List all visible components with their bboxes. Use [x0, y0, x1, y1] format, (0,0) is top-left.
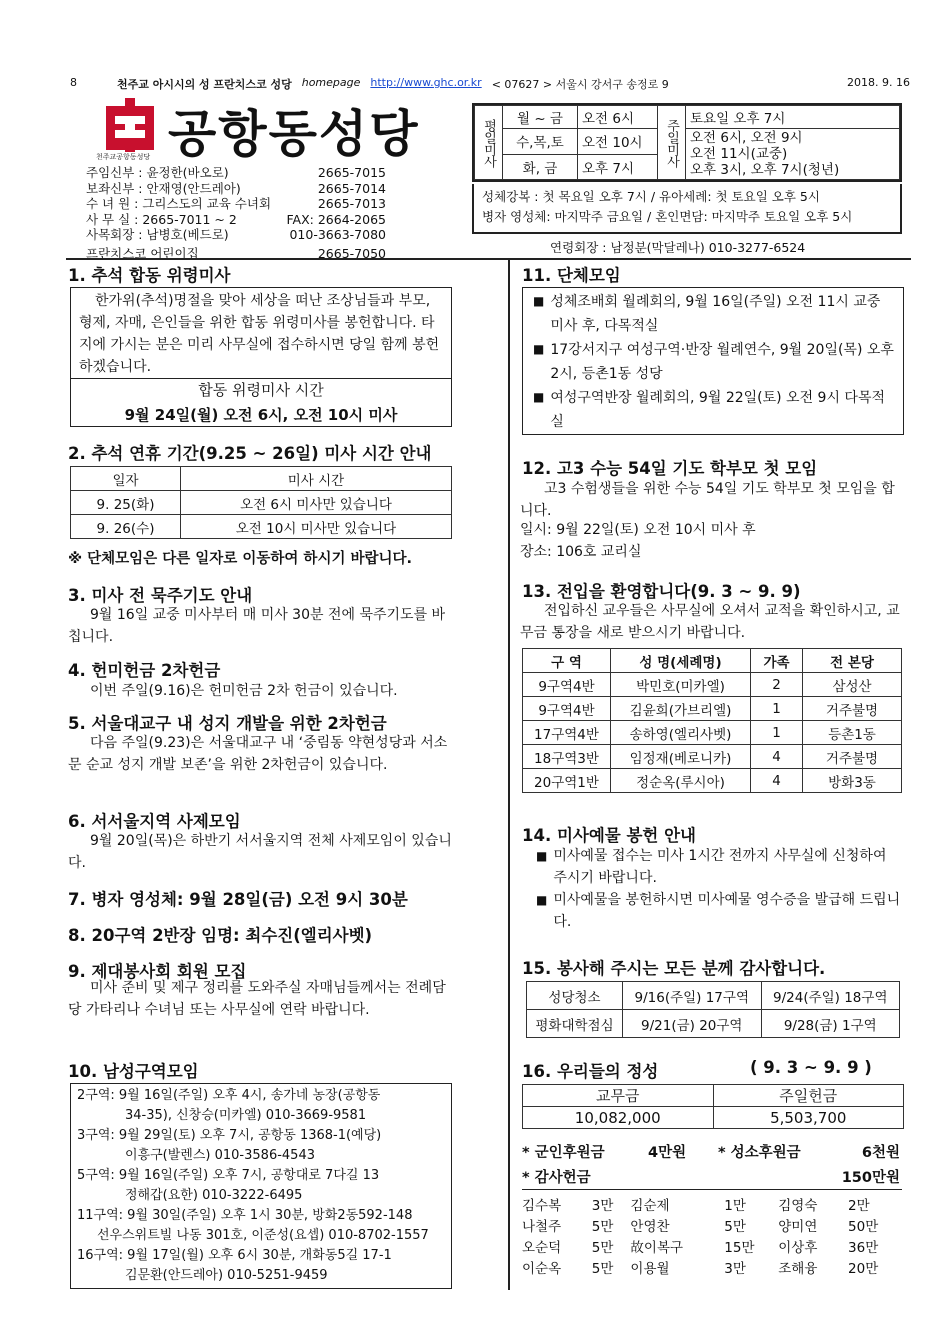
section-body: 이번 주일(9.16)은 헌미헌금 2차 헌금이 있습니다.: [90, 683, 398, 699]
logo-caption: 천주교공항동성당: [96, 153, 151, 161]
memorial-mass-box: 한가위(추석)명절을 맞아 세상을 떠난 조상님들과 부모, 형제, 자매, 은인들을 위한 합동 위령미사를 봉헌합니다. 타지에 가시는 분은 미리 사무실에 접수하시면 당일 함께 봉헌하겠습니다. 합동 위령미사 시간 9월 24일(월) 오전 6시, 오전 10시 미사: [70, 287, 452, 427]
offering-list: [536, 845, 904, 933]
section-body: 고3 수험생들을 위한 수능 54일 기도 학부모 첫 모임을 합니다.: [520, 481, 895, 519]
table-row: 20구역1반 정순옥(루시아) 4 방화3동: [523, 769, 902, 793]
staff-row: 사목회장 : 남병호(베드로) 010-3663-7080: [86, 227, 386, 242]
homepage-label: homepage: [301, 76, 361, 89]
section-title: 10. 남성구역모임: [68, 1062, 199, 1081]
divider-vertical: [508, 258, 510, 1290]
staff-row: 보좌신부 : 안재영(안드레아) 2665-7014: [86, 180, 386, 196]
table-row: 18구역3반 임정재(베로니카) 4 거주불명: [523, 745, 902, 769]
table-row: 17구역4반 송하영(엘리사벳) 1 등촌1동: [523, 721, 902, 745]
table-row: 평화대학점심 9/21(금) 20구역 9/28(금) 1구역: [527, 1010, 900, 1038]
section-title: 15. 봉사해 주시는 모든 분께 감사합니다.: [522, 959, 826, 978]
meeting-place: 장소: 106호 교리실: [520, 544, 642, 560]
thanks-donors-table: [522, 1193, 902, 1277]
org-name: 천주교 아시시의 성 프란치스코 성당: [117, 78, 292, 91]
staff-row: 수 녀 원 : 그리스도의 교육 수녀회 2665-7013: [86, 196, 386, 211]
offering-table: 교무금 주일헌금 10,082,000 5,503,700: [522, 1084, 904, 1129]
holiday-mass-table: 일자 미사 시간 9. 25(화) 오전 6시 미사만 있습니다 9. 26(수) 오전 10시 미사만 있습니다: [70, 466, 452, 539]
section-body: 9월 20일(목)은 하반기 서서울지역 전체 사제모임이 있습니다.: [68, 833, 452, 871]
mass-schedule-table: 평일미사 월 ~ 금 오전 6시 주일미사 토요일 오후 7시 수,목,토 오전 10시 오전 6시, 오전 9시 오전 11시(교중) 오후 3시, 오후 7시(청년) 화, 금 오후 7시: [472, 103, 902, 182]
staff-row: 사 무 실 : 2665-7011 ~ 2 FAX: 2664-2065: [86, 211, 386, 227]
section-title: 1. 추석 합동 위령미사: [68, 266, 231, 285]
volunteers-table: [526, 981, 900, 1038]
section-title: 4. 헌미헌금 2차헌금: [68, 661, 221, 680]
page-number: 8: [70, 76, 77, 89]
group-meetings-box: [522, 287, 904, 435]
address: < 07627 > 서울시 강서구 송정로 9: [491, 78, 669, 91]
thanks-offering: * 감사헌금 150만원: [522, 1166, 902, 1190]
funeral-contact: 연령회장 : 남정분(막달레나) 010-3277-6524: [550, 240, 806, 255]
section-body: 미사 준비 및 제구 정리를 도와주실 자매님들께서는 전례담당 가타리나 수녀님 또는 사무실에 연락 바랍니다.: [68, 980, 446, 1018]
list-item: ■ 성체조배회 월례회의, 9월 16일(주일) 오전 11시 교중 미사 후, 다목적실: [533, 294, 881, 334]
issue-date: 2018. 9. 16: [847, 76, 910, 89]
section-title: 2. 추석 연휴 기간(9.25 ~ 26일) 미사 시간 안내: [68, 444, 432, 463]
section-title: 5. 서울대교구 내 성지 개발을 위한 2차헌금: [68, 714, 387, 733]
divider-horizontal: [66, 258, 911, 260]
newcomers-table: 구 역 성 명(세례명) 가족 전 본당 9구역4반 박민호(미카엘) 2 삼성산 9구역4반 김윤희(가브리엘) 1 거주불명 17구역4반 송하영(엘리사벳) 1 등촌1동 18구역3반 임정재(베로니카) 4 거주불명 20구역1반 정순옥(루시아) 4 방화3동: [522, 648, 902, 793]
sunday-mass-label: 주일미사: [658, 106, 686, 180]
section-title: 14. 미사예물 봉헌 안내: [522, 826, 696, 845]
table-row: 성당청소 9/16(주일) 17구역 9/24(주일) 18구역: [527, 982, 900, 1010]
donations-summary: * 군인후원금 4만원 * 성소후원금 6천원: [522, 1145, 900, 1161]
list-item: ■ 17강서지구 여성구역·반장 월례연수, 9월 20일(목) 오후 2시, 등촌1동 성당: [533, 342, 894, 382]
section-body: 9월 16일 교중 미사부터 매 미사 30분 전에 묵주기도를 바칩니다.: [68, 607, 446, 645]
section-title: 6. 서서울지역 사제모임: [68, 812, 241, 831]
table-row: 김수복 3만 김순제 1만 김영숙 2만: [522, 1197, 870, 1214]
section-title: 9. 제대봉사회 회원 모집: [68, 962, 247, 981]
table-row: 9구역4반 박민호(미카엘) 2 삼성산: [523, 673, 902, 697]
homepage-link[interactable]: http://www.ghc.or.kr: [370, 76, 482, 89]
parish-logo: [103, 98, 157, 152]
mens-district-box: 2구역: 9월 16일(주일) 오후 4시, 송가네 농장(공항동 34-35), 신창승(미카엘) 010-3669-9581 3구역: 9월 29일(토) 오후 7시, 공항동 1368-1(예당) 이흥구(발렌스) 010-3586-4543 5구역: 9월 16일(주일) 오후 7시, 공항대로 7다길 13 정해갑(요한) 010-3222-6495 11구역: 9월 30일(주일) 오후 1시 30분, 방화2동592-148 선우스위트빌 나동 301호, 이준성(요셉) 010-8702-1557 16구역: 9월 17일(월) 오후 6시 30분, 개화동5길 17-1 김문환(안드레아) 010-5251-9459: [70, 1083, 452, 1289]
table-row: 이순옥 5만 이용월 3만 조해융 20만: [522, 1260, 879, 1277]
table-row: 9구역4반 김윤희(가브리엘) 1 거주불명: [523, 697, 902, 721]
section-title: 3. 미사 전 묵주기도 안내: [68, 586, 253, 605]
list-item: ■ 미사예물을 봉헌하시면 미사예물 영수증을 발급해 드립니다.: [536, 892, 901, 930]
list-item: ■ 미사예물 접수는 미사 1시간 전까지 사무실에 신청하여 주시기 바랍니다.: [536, 848, 887, 886]
table-row: 나철주 5만 안영찬 5만 양미연 50만: [522, 1218, 879, 1235]
section-title: 13. 전입을 환영합니다(9. 3 ~ 9. 9): [522, 582, 801, 601]
parish-title: 공항동성당: [168, 105, 420, 163]
offering-period: ( 9. 3 ~ 9. 9 ): [750, 1058, 872, 1077]
section-body: 전입하신 교우들은 사무실에 오셔서 교적을 확인하시고, 교무금 통장을 새로 받으시기 바랍니다.: [520, 603, 900, 641]
group-note: ※ 단체모임은 다른 일자로 이동하여 하시기 바랍니다.: [68, 551, 413, 567]
top-header-line: [70, 76, 910, 92]
section-title: 11. 단체모임: [522, 266, 621, 285]
section-title: 7. 병자 영성체: 9월 28일(금) 오전 9시 30분: [68, 890, 408, 909]
section-title: 8. 20구역 2반장 임명: 최수진(엘리사벳): [68, 926, 373, 945]
staff-row: 주임신부 : 윤정한(바오로) 2665-7015: [86, 165, 386, 180]
meeting-time: 일시: 9월 22일(토) 오전 10시 미사 후: [520, 522, 756, 538]
section-title: 16. 우리들의 정성: [522, 1062, 659, 1081]
weekday-mass-label: 평일미사: [475, 106, 503, 180]
staff-list: [86, 165, 386, 261]
sacrament-notices: 성체강복 : 첫 목요일 오후 7시 / 유아세례: 첫 토요일 오후 5시 병자 영성체: 마지막주 금요일 / 혼인면담: 마지막주 토요일 오후 5시: [472, 184, 902, 234]
staff-row: 프란치스코 어린이집 2665-7050: [86, 245, 386, 261]
table-row: 오순덕 5만 故이복구 15만 이상후 36만: [522, 1239, 879, 1256]
section-title: 12. 고3 수능 54일 기도 학부모 첫 모임: [522, 459, 818, 478]
section-body: 다음 주일(9.23)은 서울대교구 내 ‘중림동 약현성당과 서소문 순교 성지 개발 보존’을 위한 2차헌금이 있습니다.: [68, 735, 448, 773]
list-item: ■ 여성구역반장 월례회의, 9월 22일(토) 오전 9시 다목적실: [533, 390, 886, 430]
